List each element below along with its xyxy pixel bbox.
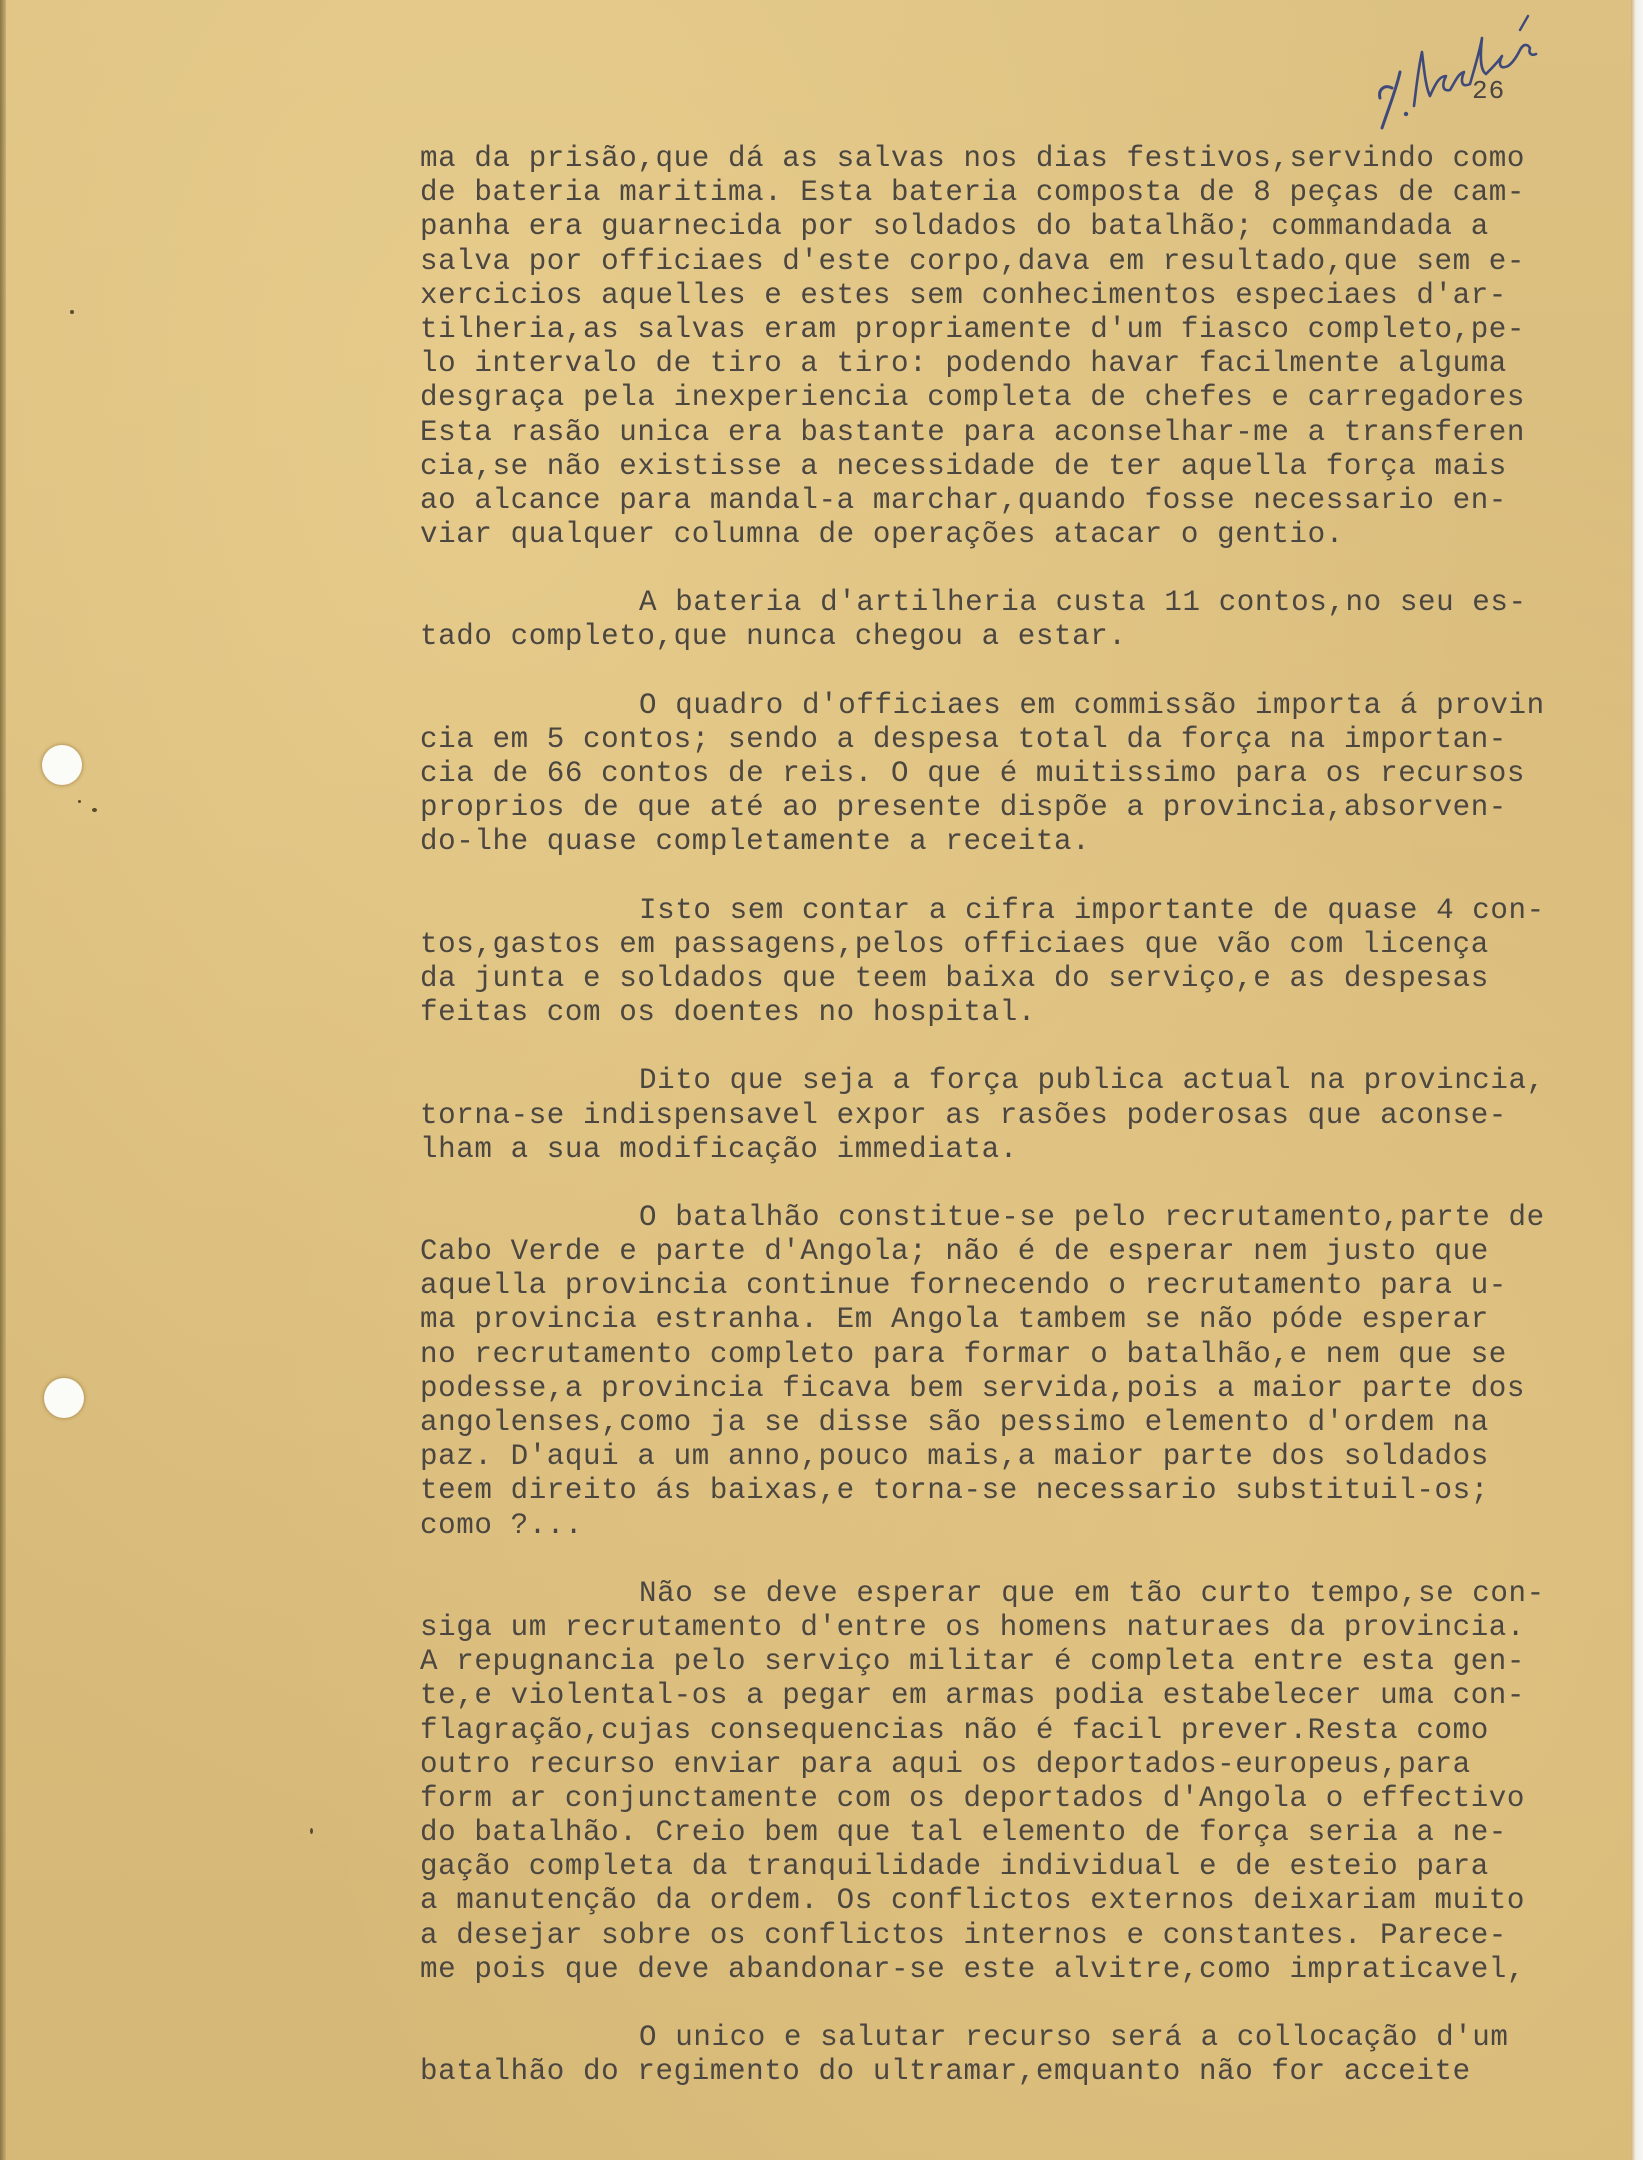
text-line: da junta e soldados que teem baixa do serviço,e as despesas xyxy=(420,961,1489,995)
paragraph xyxy=(420,586,1630,654)
paper-speck xyxy=(310,1828,313,1834)
paragraph-gap xyxy=(420,1543,1630,1577)
paragraph xyxy=(420,1577,1630,1987)
text-line: panha era guarnecida por soldados do batalhão; commandada a xyxy=(420,210,1489,244)
paragraph-gap xyxy=(420,655,1630,689)
text-line: tos,gastos em passagens,pelos officiaes que vão com licença xyxy=(420,927,1489,961)
text-line: angolenses,como ja se disse são pessimo elemento d'ordem na xyxy=(420,1406,1489,1439)
paper-speck xyxy=(70,310,74,314)
text-line: te,e violental-os a pegar em armas podia estabelecer uma con- xyxy=(420,1679,1526,1713)
text-line: viar qualquer columna de operações atacar o gentio. xyxy=(420,518,1344,552)
text-line: ao alcance para mandal-a marchar,quando fosse necessario en- xyxy=(420,483,1507,517)
text-line: me pois que deve abandonar-se este alvitre,como impraticavel, xyxy=(420,1952,1526,1986)
text-line: cia,se não existisse a necessidade de ter aquella força mais xyxy=(420,449,1507,483)
paragraph-gap xyxy=(420,1030,1630,1064)
text-line: de bateria maritima. Esta bateria composta de 8 peças de cam- xyxy=(420,176,1526,210)
paragraph-gap xyxy=(420,552,1630,586)
text-line: feitas com os doentes no hospital. xyxy=(420,996,1036,1030)
page-left-edge-shadow xyxy=(0,0,6,2160)
text-line: podesse,a provincia ficava bem servida,pois a maior parte dos xyxy=(420,1371,1526,1405)
text-line: ma provincia estranha. Em Angola tambem se não póde esperar xyxy=(420,1303,1489,1337)
handwritten-signature-icon xyxy=(1370,10,1550,140)
paragraph xyxy=(420,1201,1630,1543)
punch-hole-lower xyxy=(44,1378,84,1418)
paragraph-gap xyxy=(420,1167,1630,1201)
text-line: aquella provincia continue fornecendo o recrutamento para u- xyxy=(420,1269,1507,1303)
text-line: tilheria,as salvas eram propriamente d'um fiasco completo,pe- xyxy=(420,312,1526,346)
page-number: 26 xyxy=(1472,76,1506,106)
text-line: flagração,cujas consequencias não é facil prever.Resta como xyxy=(420,1713,1489,1747)
text-line: outro recurso enviar para aqui os deportados-europeus,para xyxy=(420,1747,1471,1781)
punch-hole-upper xyxy=(42,745,82,785)
text-line: O unico e salutar recurso será a collocação d'um xyxy=(639,2021,1509,2054)
paragraph xyxy=(420,894,1630,1031)
paragraph xyxy=(420,1064,1630,1167)
text-line: ma da prisão,que dá as salvas nos dias festivos,servindo como xyxy=(420,142,1526,175)
text-line: A repugnancia pelo serviço militar é completa entre esta gen- xyxy=(420,1645,1526,1679)
text-line: teem direito ás baixas,e torna-se necessario substituil-os; xyxy=(420,1474,1489,1508)
text-line: A bateria d'artilheria custa 11 contos,no seu es- xyxy=(639,586,1527,620)
text-line: form ar conjunctamente com os deportados d'Angola o effectivo xyxy=(420,1781,1526,1815)
text-line: cia de 66 contos de reis. O que é muitissimo para os recursos xyxy=(420,757,1526,790)
text-line: do batalhão. Creio bem que tal elemento de força seria a ne- xyxy=(420,1816,1507,1850)
text-line: O batalhão constitue-se pelo recrutamento,parte de xyxy=(639,1200,1545,1234)
text-line: Isto sem contar a cifra importante de quase 4 con- xyxy=(639,893,1545,927)
text-line: proprios de que até ao presente dispõe a provincia,absorven- xyxy=(420,791,1507,825)
page-right-edge xyxy=(1631,0,1643,2160)
text-line: do-lhe quase completamente a receita. xyxy=(420,825,1091,859)
paragraph xyxy=(420,2021,1630,2089)
text-line: Cabo Verde e parte d'Angola; não é de esperar nem justo que xyxy=(420,1235,1489,1269)
text-line: paz. D'aqui a um anno,pouco mais,a maior parte dos soldados xyxy=(420,1440,1489,1474)
text-line: batalhão do regimento do ultramar,emquanto não for acceite xyxy=(420,2055,1471,2089)
text-line: xercicios aquelles e estes sem conhecimentos especiaes d'ar- xyxy=(420,278,1507,312)
text-line: lham a sua modificação immediata. xyxy=(420,1132,1018,1166)
text-line: a desejar sobre os conflictos internos e constantes. Parece- xyxy=(420,1918,1507,1952)
text-line: gação completa da tranquilidade individual e de esteio para xyxy=(420,1850,1489,1884)
paragraph xyxy=(420,689,1630,860)
text-line: Esta rasão unica era bastante para aconselhar-me a transferen xyxy=(420,415,1526,449)
text-line: tado completo,que nunca chegou a estar. xyxy=(420,620,1127,654)
paper-speck xyxy=(78,800,81,803)
text-line: Não se deve esperar que em tão curto tempo,se con- xyxy=(639,1576,1545,1610)
typewritten-body-text xyxy=(420,142,1630,2089)
paper-speck xyxy=(92,808,97,812)
text-line: O quadro d'officiaes em commissão importa á provin xyxy=(639,688,1545,722)
text-line: Dito que seja a força publica actual na provincia, xyxy=(639,1064,1545,1098)
text-line: salva por officiaes d'este corpo,dava em resultado,que sem e- xyxy=(420,244,1526,278)
paragraph-gap xyxy=(420,1987,1630,2021)
text-line: como ?... xyxy=(420,1508,584,1542)
paragraph-gap xyxy=(420,860,1630,894)
text-line: lo intervalo de tiro a tiro: podendo havar facilmente alguma xyxy=(420,347,1507,381)
text-line: siga um recrutamento d'entre os homens naturaes da provincia. xyxy=(420,1610,1526,1644)
text-line: a manutenção da ordem. Os conflictos externos deixariam muito xyxy=(420,1884,1526,1918)
text-line: desgraça pela inexperiencia completa de chefes e carregadores xyxy=(420,381,1526,415)
paragraph xyxy=(420,142,1630,552)
text-line: torna-se indispensavel expor as rasões poderosas que aconse- xyxy=(420,1098,1507,1132)
text-line: cia em 5 contos; sendo a despesa total da força na importan- xyxy=(420,722,1507,756)
text-line: no recrutamento completo para formar o batalhão,e nem que se xyxy=(420,1337,1507,1371)
